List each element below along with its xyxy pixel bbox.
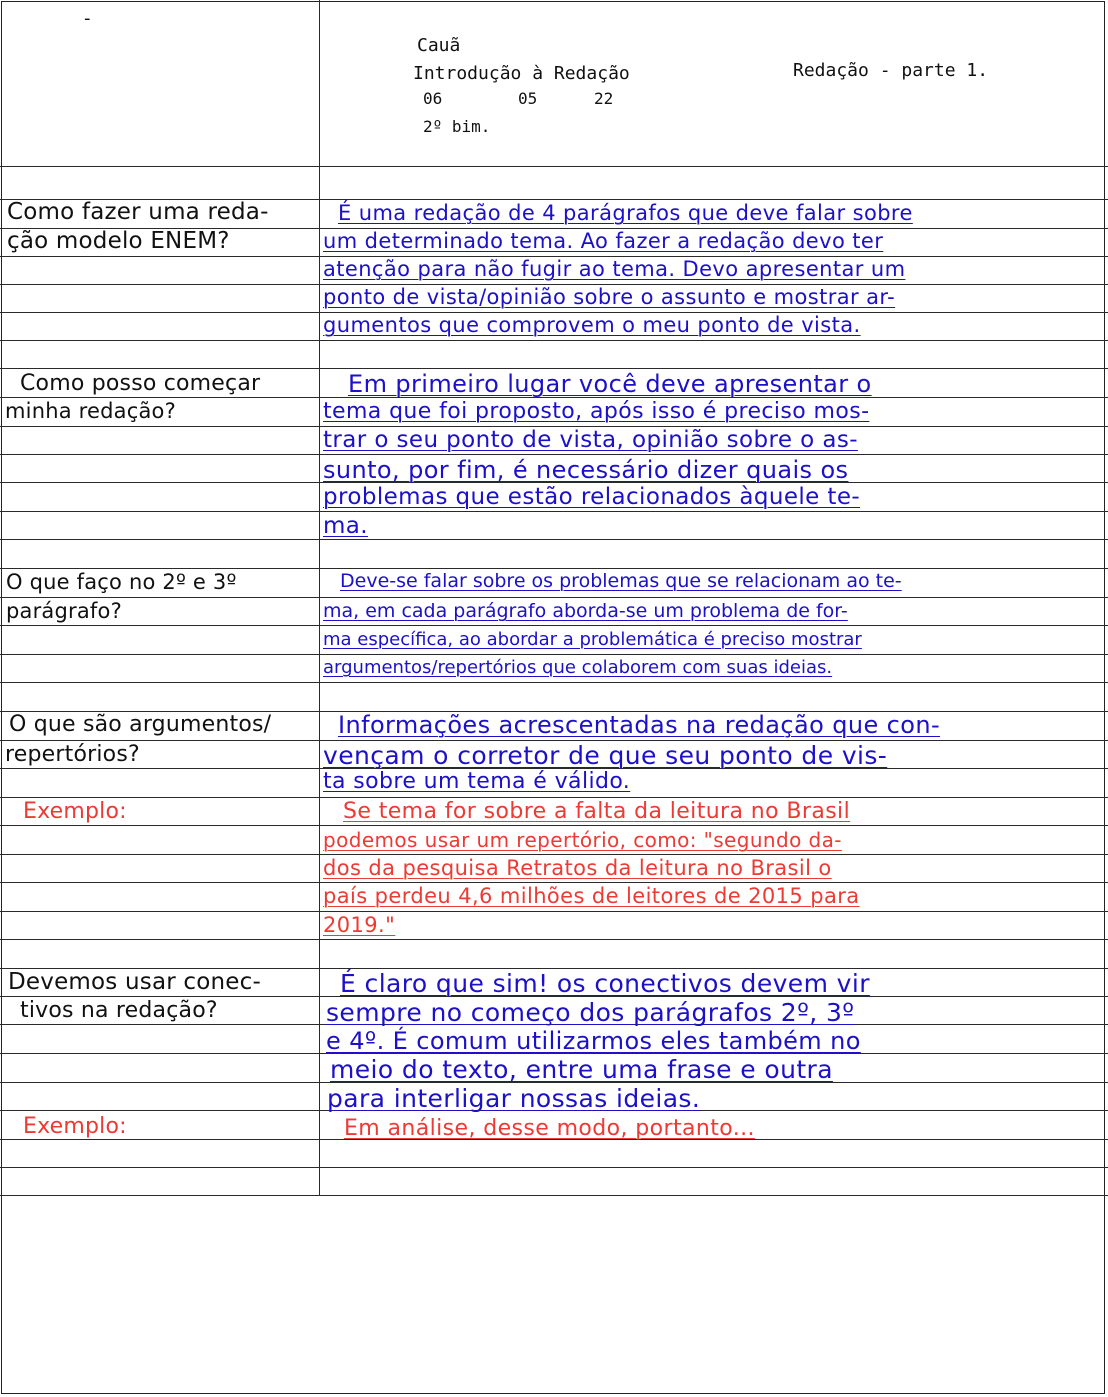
answer-line: gumentos que comprovem o meu ponto de vista.	[323, 313, 861, 337]
answer-line: ta sobre um tema é válido.	[323, 769, 631, 794]
answer-line: ma.	[323, 513, 369, 539]
rule-line	[0, 511, 1108, 512]
rule-line	[0, 625, 1108, 626]
rule-line	[0, 825, 1108, 826]
question-line: Como posso começar	[20, 371, 261, 396]
rule-line	[0, 911, 1108, 912]
header-date-month: 05	[518, 89, 538, 108]
rule-line	[0, 597, 1108, 598]
answer-line: ma específica, ao abordar a problemática é preciso mostrar	[323, 629, 862, 650]
answer-line: meio do texto, entre uma frase e outra	[330, 1055, 833, 1084]
rule-line	[0, 882, 1108, 883]
example-label: Exemplo:	[23, 799, 127, 824]
answer-line: ponto de vista/opinião sobre o assunto e mostrar ar-	[323, 285, 896, 309]
question-line: O que são argumentos/	[9, 712, 272, 737]
question-line: Devemos usar conec-	[8, 969, 262, 995]
answer-line: trar o seu ponto de vista, opinião sobre o as-	[323, 427, 858, 453]
example-line: país perdeu 4,6 milhões de leitores de 2015 para	[323, 884, 860, 908]
answer-line: para interligar nossas ideias.	[327, 1084, 701, 1113]
rule-line	[0, 1195, 1108, 1196]
rule-line	[0, 368, 1108, 369]
answer-line: vençam o corretor de que seu ponto de vis-	[323, 741, 888, 770]
example-line: Em análise, desse modo, portanto...	[344, 1116, 755, 1141]
answer-line: e 4º. É comum utilizarmos eles também no	[326, 1027, 861, 1055]
rule-line	[0, 166, 1108, 167]
example-line: 2019."	[323, 913, 396, 937]
question-line: repertórios?	[5, 742, 140, 767]
answer-line: tema que foi proposto, após isso é preciso mos-	[323, 399, 870, 424]
answer-line: problemas que estão relacionados àquele te-	[323, 484, 861, 510]
header-name: Cauã	[417, 35, 461, 56]
rule-line	[0, 682, 1108, 683]
rule-line	[0, 539, 1108, 540]
rule-line	[0, 797, 1108, 798]
rule-line	[0, 654, 1108, 655]
answer-line: ma, em cada parágrafo aborda-se um problema de for-	[323, 600, 848, 622]
answer-line: Deve-se falar sobre os problemas que se relacionam ao te-	[340, 570, 902, 592]
rule-line	[0, 340, 1108, 341]
question-line: O que faço no 2º e 3º	[6, 570, 237, 594]
answer-line: um determinado tema. Ao fazer a redação devo ter	[323, 229, 884, 253]
answer-line: sempre no começo dos parágrafos 2º, 3º	[326, 998, 855, 1027]
answer-line: atenção para não fugir ao tema. Devo apresentar um	[323, 257, 906, 281]
example-line: Se tema for sobre a falta da leitura no Brasil	[343, 799, 851, 824]
answer-line: Em primeiro lugar você deve apresentar o	[348, 370, 872, 398]
margin-line	[319, 0, 320, 1195]
answer-line: É claro que sim! os conectivos devem vir	[340, 969, 870, 998]
header-subject: Introdução à Redação	[413, 63, 630, 84]
question-line: ção modelo ENEM?	[7, 228, 230, 254]
rule-line	[0, 939, 1108, 940]
example-line: podemos usar um repertório, como: "segundo da-	[323, 828, 842, 852]
question-line: minha redação?	[5, 399, 176, 423]
pen-mark: -	[84, 8, 91, 29]
rule-line	[0, 854, 1108, 855]
header-date-day: 06	[423, 89, 443, 108]
question-line: parágrafo?	[6, 599, 122, 623]
rule-line	[0, 454, 1108, 455]
example-line: dos da pesquisa Retratos da leitura no Brasil o	[323, 856, 832, 880]
rule-line	[0, 1167, 1108, 1168]
answer-line: É uma redação de 4 parágrafos que deve falar sobre	[338, 201, 913, 225]
answer-line: argumentos/repertórios que colaborem com suas ideias.	[323, 657, 833, 678]
question-line: tivos na redação?	[20, 998, 218, 1023]
header-title: Redação - parte 1.	[793, 60, 989, 81]
example-label: Exemplo:	[23, 1114, 127, 1139]
question-line: Como fazer uma reda-	[7, 199, 269, 225]
answer-line: Informações acrescentadas na redação que con-	[338, 711, 941, 739]
rule-line	[0, 568, 1108, 569]
header-term: 2º bim.	[423, 117, 491, 136]
answer-line: sunto, por fim, é necessário dizer quais os	[323, 456, 849, 484]
header-date-year: 22	[594, 89, 614, 108]
